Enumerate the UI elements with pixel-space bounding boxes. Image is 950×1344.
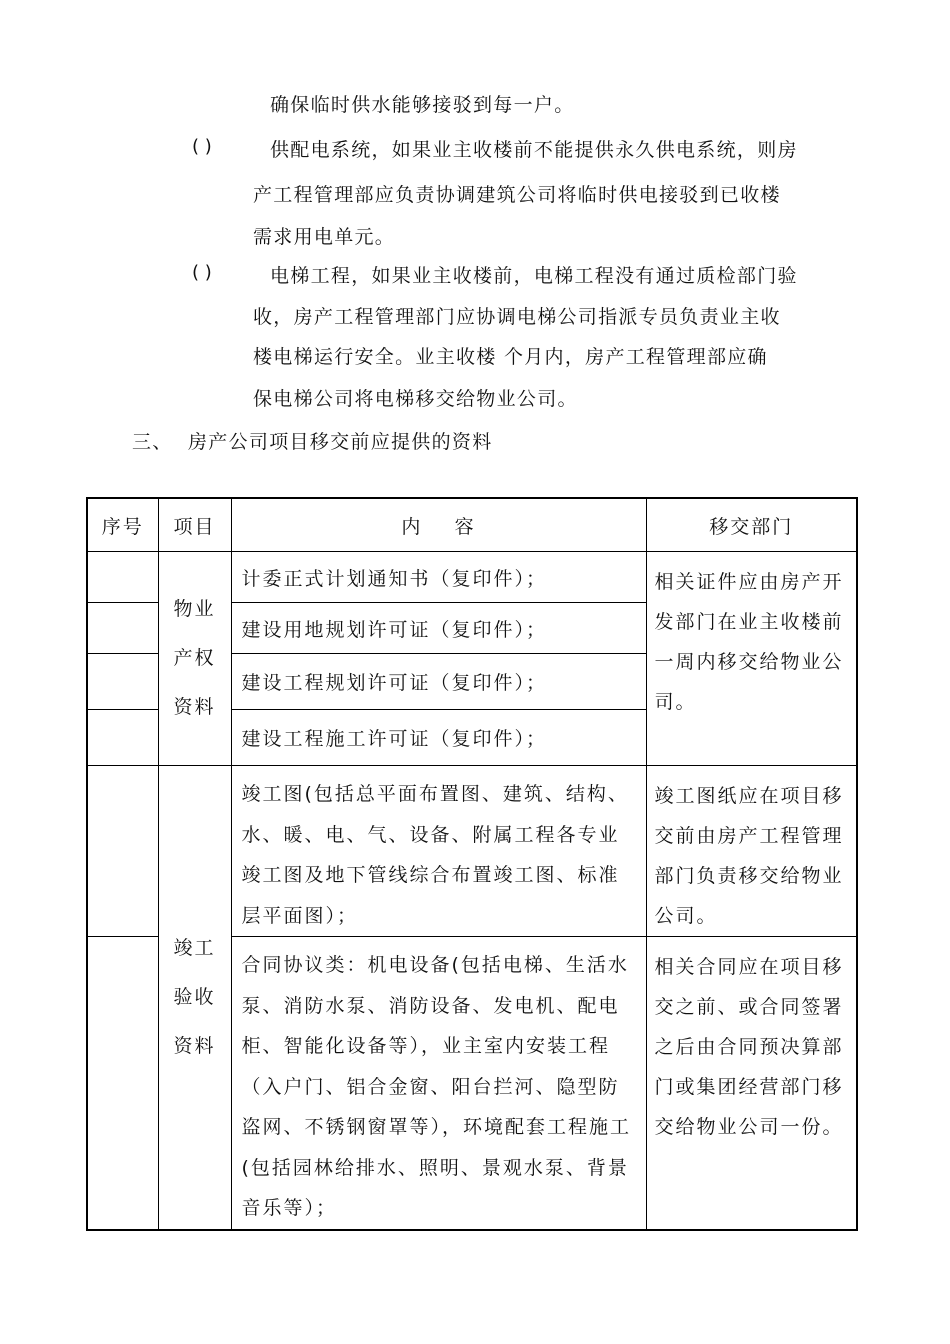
paragraph-line: 电梯工程，如果业主收楼前，电梯工程没有通过质检部门验 — [270, 265, 798, 287]
paragraph-line: 收，房产工程管理部门应协调电梯公司指派专员负责业主收 — [253, 306, 781, 328]
dept-cell: 竣工图纸应在项目移交前由房产工程管理部门负责移交给物业公司。 — [646, 766, 857, 937]
section-title: 房产公司项目移交前应提供的资料 — [188, 431, 493, 453]
checkbox-paren: ( ) — [192, 136, 212, 157]
seq-cell — [87, 552, 158, 603]
dept-cell: 相关证件应由房产开发部门在业主收楼前一周内移交给物业公司。 — [646, 552, 857, 766]
content-cell: 竣工图(包括总平面布置图、建筑、结构、水、暖、电、气、设备、附属工程各专业竣工图及地下管线综合布置竣工图、标准层平面图）； — [231, 766, 646, 937]
content-cell: 建设工程施工许可证（复印件）； — [231, 710, 646, 766]
paragraph-line: 楼电梯运行安全。业主收楼 个月内，房产工程管理部应确 — [253, 346, 768, 368]
paragraph-line: 产工程管理部应负责协调建筑公司将临时供电接驳到已收楼 — [253, 184, 781, 206]
paragraph-line: 确保临时供水能够接驳到每一户。 — [270, 94, 575, 116]
header-dept: 移交部门 — [646, 498, 857, 552]
seq-cell — [87, 710, 158, 766]
transfer-materials-table — [86, 497, 858, 1231]
header-item: 项目 — [158, 498, 231, 552]
content-cell: 建设用地规划许可证（复印件）； — [231, 603, 646, 654]
item-cell-property-rights: 物业 产权 资料 — [158, 552, 231, 766]
checkbox-paren: ( ) — [192, 262, 212, 283]
seq-cell — [87, 937, 158, 1231]
section-number: 三、 — [132, 431, 173, 453]
dept-cell: 相关合同应在项目移交之前、或合同签署之后由合同预决算部门或集团经营部门移交给物业公司一份。 — [646, 937, 857, 1231]
paragraph-line: 供配电系统，如果业主收楼前不能提供永久供电系统，则房 — [270, 139, 798, 161]
seq-cell — [87, 766, 158, 937]
table-row — [87, 766, 857, 937]
paragraph-line: 保电梯公司将电梯移交给物业公司。 — [253, 388, 578, 410]
seq-cell — [87, 603, 158, 654]
header-content: 内 容 — [231, 498, 646, 552]
content-cell: 建设工程规划许可证（复印件）； — [231, 654, 646, 710]
content-cell: 计委正式计划通知书（复印件）； — [231, 552, 646, 603]
paragraph-line: 需求用电单元。 — [253, 226, 396, 248]
seq-cell — [87, 654, 158, 710]
table-row — [87, 552, 857, 603]
header-seq: 序号 — [87, 498, 158, 552]
content-cell: 合同协议类：机电设备(包括电梯、生活水泵、消防水泵、消防设备、发电机、配电柜、智能化设备等），业主室内安装工程（入户门、铝合金窗、阳台拦河、隐型防盗网、不锈钢窗罩等），环境配套工程施工(包括园林给排水、照明、景观水泵、背景音乐等）； — [231, 937, 646, 1231]
item-cell-completion-acceptance: 竣工 验收 资料 — [158, 766, 231, 1231]
table-header-row — [87, 498, 857, 552]
